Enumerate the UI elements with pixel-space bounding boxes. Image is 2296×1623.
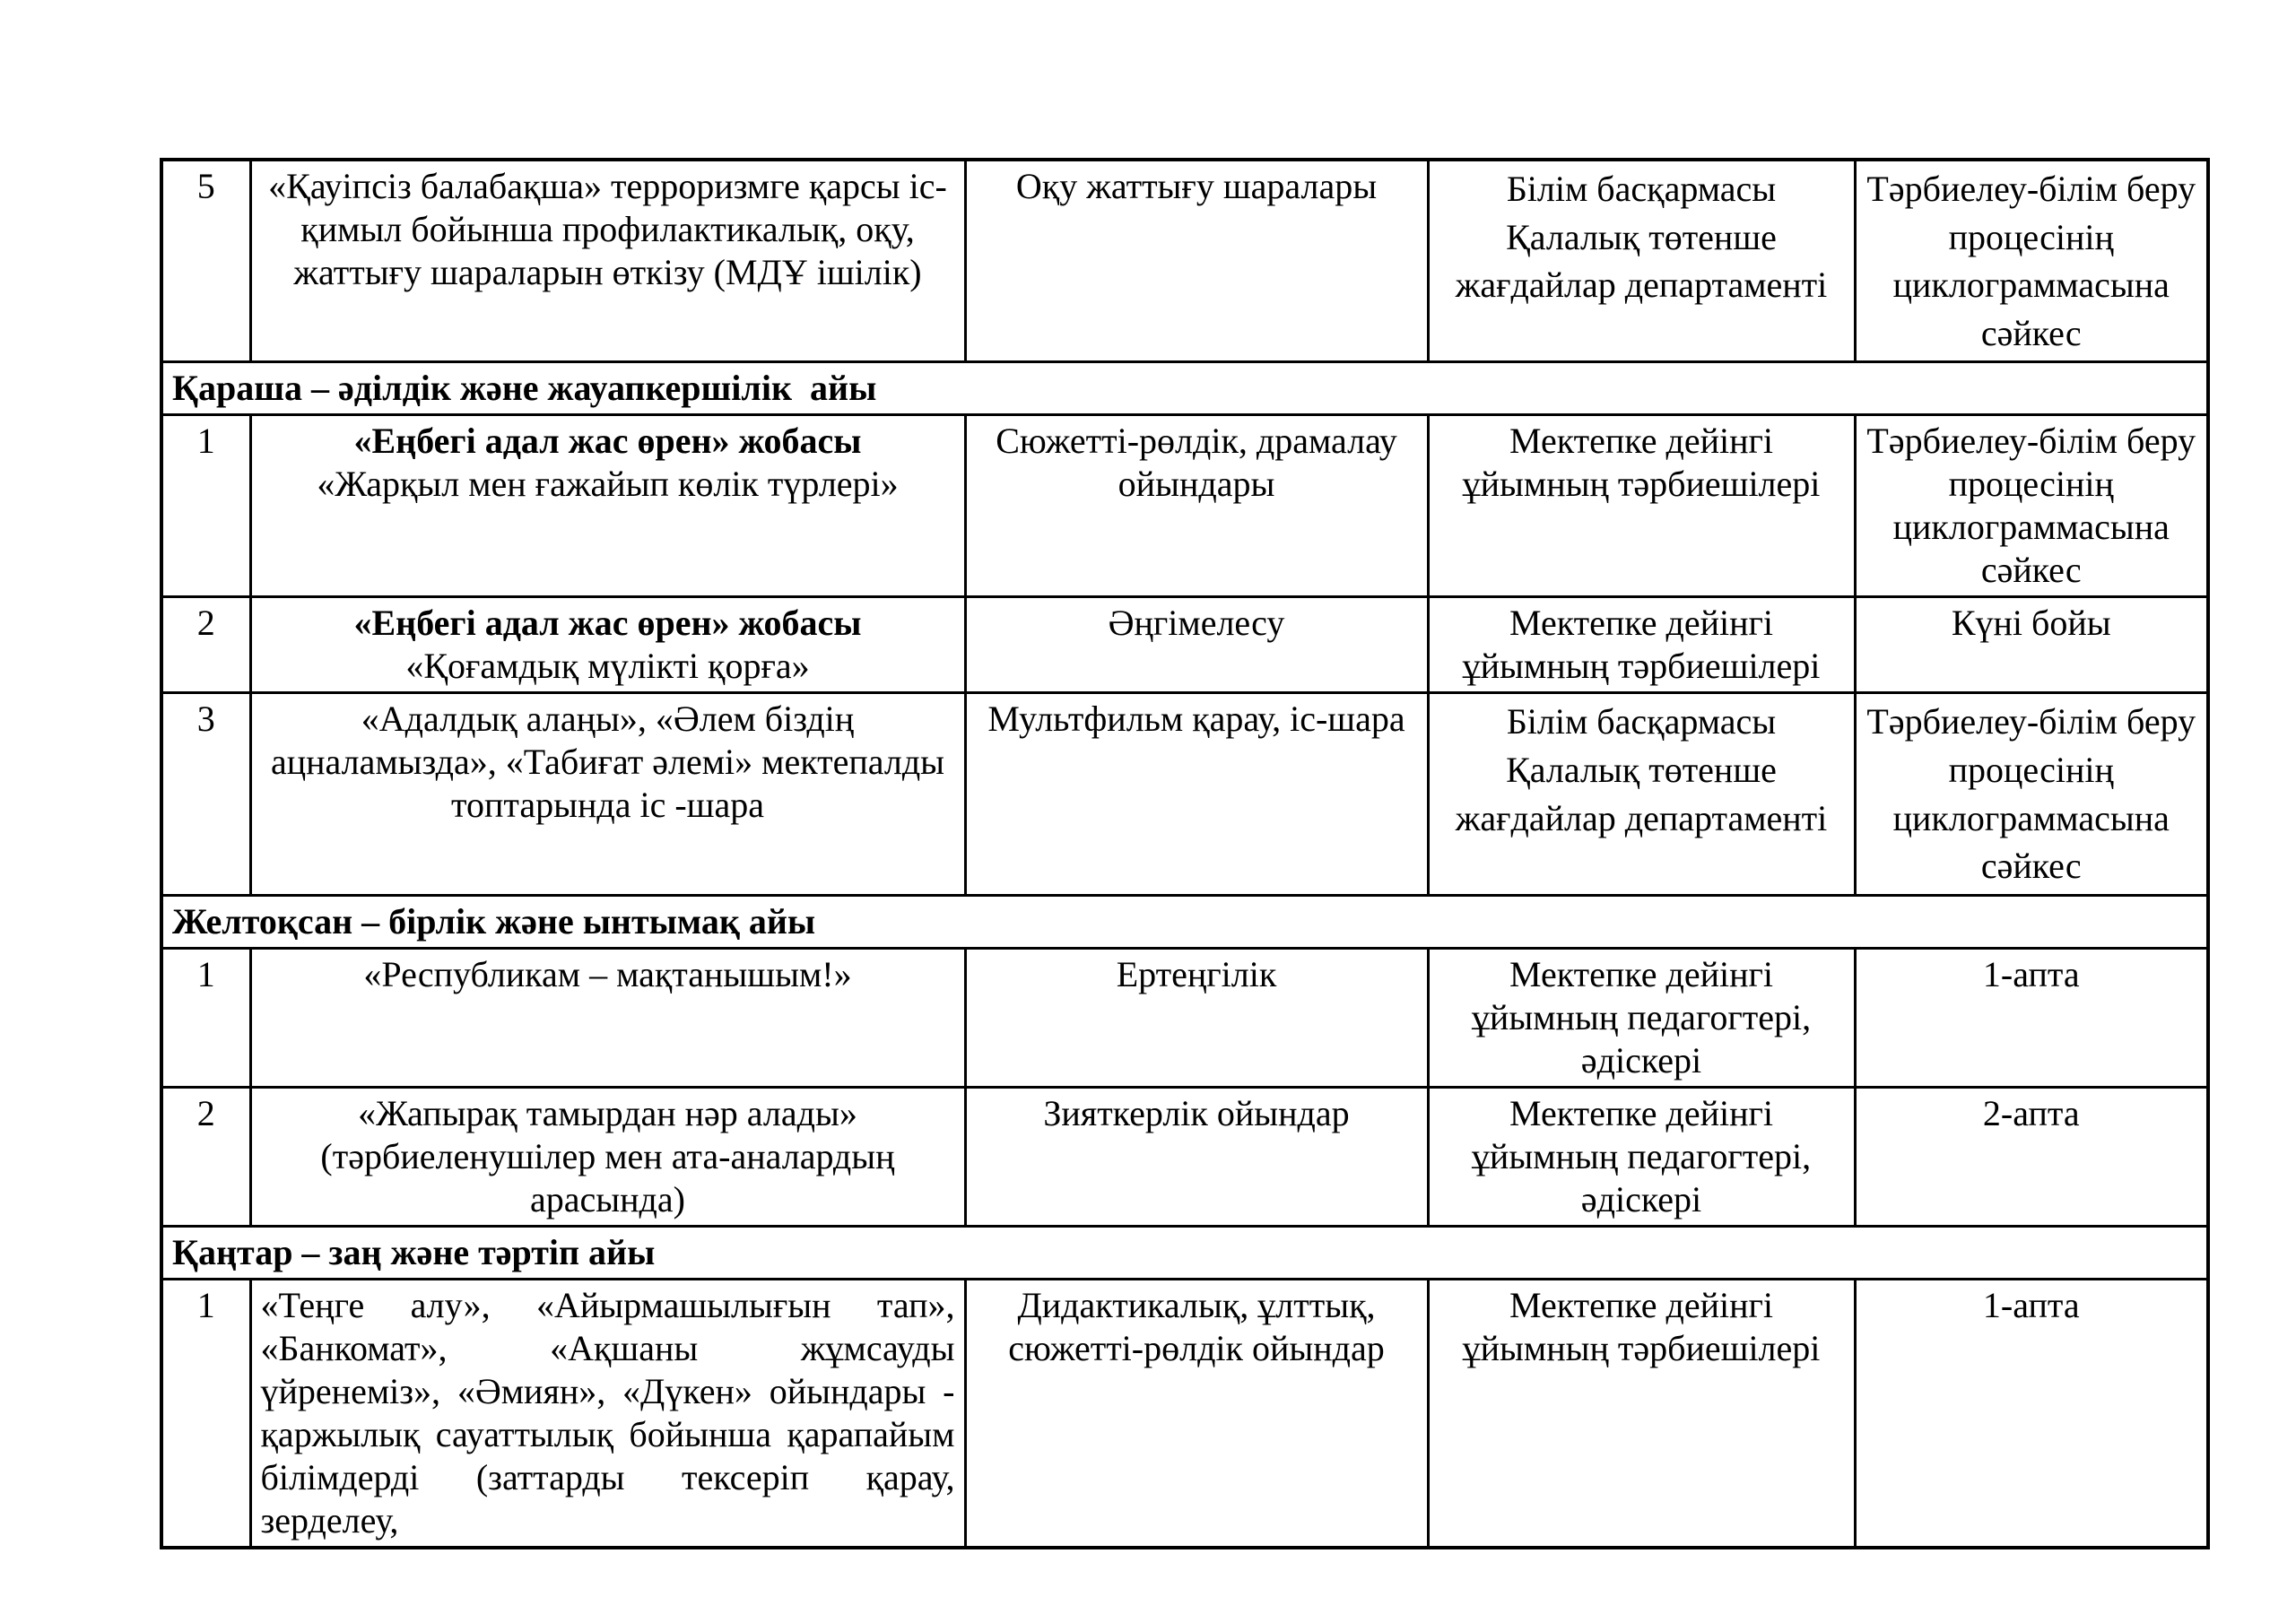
activity-name-text: «Жарқыл мен ғажайып көлік түрлері»: [317, 464, 899, 505]
activity-name-cell: [250, 1279, 965, 1548]
row-number-cell: 2: [161, 1087, 250, 1226]
responsible-cell: Білім басқармасы Қалалық төтенше жағдайлар департаменті: [1428, 160, 1855, 362]
timing-cell: 1-апта: [1855, 1279, 2208, 1548]
row-number-cell: 1: [161, 948, 250, 1087]
section-row: [161, 362, 2208, 415]
row-number-cell: 1: [161, 415, 250, 597]
activity-name-cell: [250, 597, 965, 693]
activity-form-cell: Мультфильм қарау, іс-шара: [965, 693, 1428, 895]
activity-form-cell: Сюжетті-рөлдік, драмалау ойындары: [965, 415, 1428, 597]
timing-cell: 1-апта: [1855, 948, 2208, 1087]
activity-name-text: «Қауіпсіз балабақша» терроризмге қарсы іс-қимыл бойынша профилактикалық, оқу, жаттығу шараларын өткізу (МДҰ ішілік): [268, 166, 947, 292]
activity-name-text: «Теңге алу», «Айырмашылығын тап», «Банкомат», «Ақшаны жұмсауды үйренеміз», «Әмиян», «Дүкен» ойындары - қаржылық сауаттылық бойынша қарапайым білімдерді (заттарды тексеріп қарау, зерделеу,: [260, 1284, 955, 1541]
table-row: [161, 948, 2208, 1087]
responsible-cell: Мектепке дейінгі ұйымның тәрбиешілері: [1428, 1279, 1855, 1548]
table-row: [161, 1279, 2208, 1548]
activity-name-cell: [250, 160, 965, 362]
table-row: [161, 415, 2208, 597]
responsible-cell: Мектепке дейінгі ұйымның педагогтері, әдіскері: [1428, 948, 1855, 1087]
activity-form-cell: Дидактикалық, ұлттық, сюжетті-рөлдік ойындар: [965, 1279, 1428, 1548]
responsible-cell: Мектепке дейінгі ұйымның педагогтері, әдіскері: [1428, 1087, 1855, 1226]
activity-name-text: «Жапырақ тамырдан нәр алады» (тәрбиеленушілер мен ата-аналардың арасында): [320, 1092, 895, 1219]
row-number-cell: 1: [161, 1279, 250, 1548]
activity-name-text: «Республикам – мақтанышым!»: [363, 953, 852, 994]
section-row: [161, 1226, 2208, 1279]
activity-name-bold: «Еңбегі адал жас өрен» жобасы: [353, 421, 862, 462]
activity-name-cell: [250, 1087, 965, 1226]
activity-form-cell: Әңгімелесу: [965, 597, 1428, 693]
timing-cell: Тәрбиелеу-білім беру процесінің циклограммасына сәйкес: [1855, 415, 2208, 597]
table-row: [161, 693, 2208, 895]
table-row: [161, 597, 2208, 693]
activity-name-cell: [250, 948, 965, 1087]
timing-cell: Тәрбиелеу-білім беру процесінің циклограммасына сәйкес: [1855, 693, 2208, 895]
activity-name-bold: «Еңбегі адал жас өрен» жобасы: [353, 603, 862, 644]
timing-cell: Тәрбиелеу-білім беру процесінің циклограммасына сәйкес: [1855, 160, 2208, 362]
activity-form-cell: Ертеңгілік: [965, 948, 1428, 1087]
section-title: Желтоқсан – бірлік және ынтымақ айы: [161, 895, 2208, 948]
section-row: [161, 895, 2208, 948]
activity-name-text: «Қоғамдық мүлікті қорға»: [405, 646, 810, 687]
activity-form-cell: Оқу жаттығу шаралары: [965, 160, 1428, 362]
activity-name-text: «Адалдық алаңы», «Әлем біздің ацналамызда», «Табиғат әлемі» мектепалды топтарында іс -шара: [270, 699, 945, 826]
table-row: [161, 1087, 2208, 1226]
responsible-cell: Білім басқармасы Қалалық төтенше жағдайлар департаменті: [1428, 693, 1855, 895]
row-number-cell: 3: [161, 693, 250, 895]
table-row: [161, 160, 2208, 362]
activity-plan-table: [160, 158, 2210, 1549]
section-title: Қаңтар – заң және тәртіп айы: [161, 1226, 2208, 1279]
activity-name-cell: [250, 693, 965, 895]
activity-name-cell: [250, 415, 965, 597]
section-title: Қараша – әділдік және жауапкершілік айы: [161, 362, 2208, 415]
responsible-cell: Мектепке дейінгі ұйымның тәрбиешілері: [1428, 415, 1855, 597]
activity-form-cell: Зияткерлік ойындар: [965, 1087, 1428, 1226]
responsible-cell: Мектепке дейінгі ұйымның тәрбиешілері: [1428, 597, 1855, 693]
row-number-cell: 5: [161, 160, 250, 362]
row-number-cell: 2: [161, 597, 250, 693]
timing-cell: 2-апта: [1855, 1087, 2208, 1226]
timing-cell: Күні бойы: [1855, 597, 2208, 693]
